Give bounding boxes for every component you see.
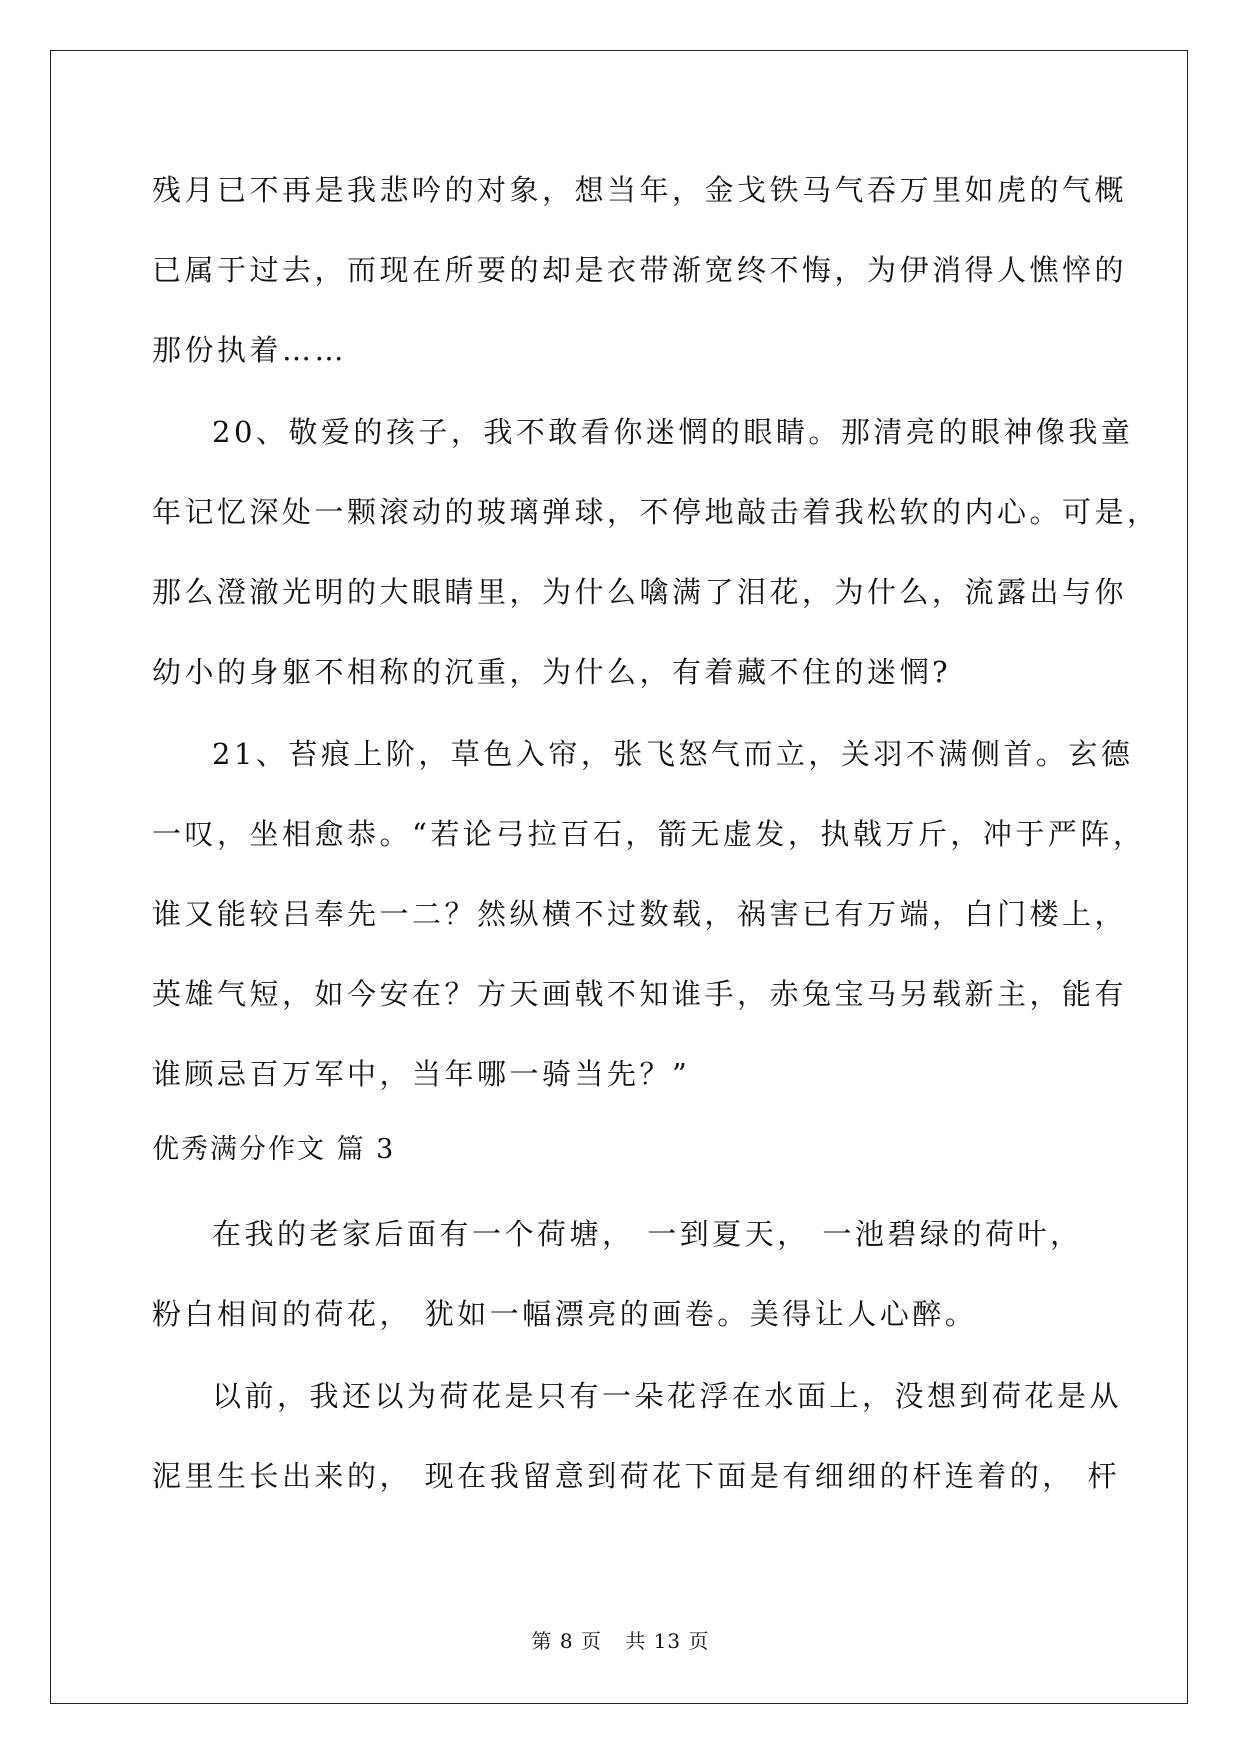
paragraph-1-line-2: 已属于过去，而现在所要的却是衣带渐宽终不悔，为伊消得人憔悴的 (152, 253, 1128, 287)
paragraph-3-line-2: 一叹，坐相愈恭。“若论弓拉百石，箭无虚发，执戟万斤，冲于严阵， (152, 817, 1146, 851)
section-paragraph-2-line-2: 泥里生长出来的， 现在我留意到荷花下面是有细细的杆连着的， 杆 (152, 1459, 1120, 1493)
paragraph-2-line-4: 幼小的身躯不相称的沉重，为什么，有着藏不住的迷惘? (152, 655, 952, 689)
paragraph-1-line-3: 那份执着…… (152, 333, 348, 367)
paragraph-2-line-1: 20、敬爱的孩子，我不敢看你迷惘的眼睛。那清亮的眼神像我童 (212, 415, 1134, 449)
paragraph-2-line-3: 那么澄澈光明的大眼睛里，为什么噙满了泪花，为什么，流露出与你 (152, 575, 1128, 609)
paragraph-3-line-3: 谁又能较吕奉先一二？然纵横不过数载，祸害已有万端，白门楼上， (152, 897, 1128, 931)
paragraph-3-line-1: 21、苔痕上阶，草色入帘，张飞怒气而立，关羽不满侧首。玄德 (212, 737, 1134, 771)
page-number-total: 共 13 页 (625, 1629, 710, 1653)
paragraph-1-line-1: 残月已不再是我悲吟的对象，想当年，金戈铁马气吞万里如虎的气概 (152, 173, 1128, 207)
page-number-current: 第 8 页 (531, 1629, 602, 1653)
paragraph-2-line-2: 年记忆深处一颗滚动的玻璃弹球，不停地敲击着我松软的内心。可是， (152, 495, 1160, 529)
section-paragraph-2-line-1: 以前，我还以为荷花是只有一朵花浮在水面上，没想到荷花是从 (212, 1379, 1123, 1413)
section-paragraph-1-line-1: 在我的老家后面有一个荷塘， 一到夏天， 一池碧绿的荷叶， (212, 1217, 1083, 1251)
section-heading: 优秀满分作文 篇 3 (152, 1134, 396, 1165)
paragraph-3-line-5: 谁顾忌百万军中，当年哪一骑当先？” (152, 1057, 691, 1091)
paragraph-3-line-4: 英雄气短，如今安在？方天画戟不知谁手，赤兔宝马另载新主，能有 (152, 977, 1128, 1011)
section-paragraph-1-line-2: 粉白相间的荷花， 犹如一幅漂亮的画卷。美得让人心醉。 (152, 1297, 978, 1331)
page-footer (0, 1628, 1241, 1654)
